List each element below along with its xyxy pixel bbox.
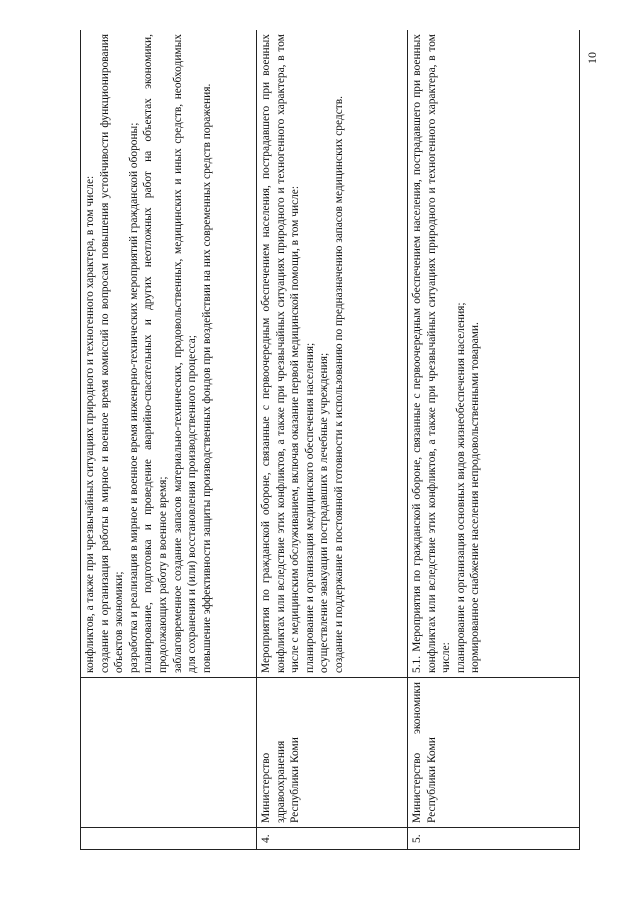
measure-line: заблаговременное создание запасов материально-технических, продовольственных, медицинских и иных средств, необходимых для сохранения и (или) восстановления производственного процесса; bbox=[171, 34, 199, 673]
table-row-economy-ministry bbox=[408, 30, 580, 850]
measures-table bbox=[80, 30, 580, 850]
measure-line: нормированное снабжение населения непродовольственными товарами. bbox=[469, 322, 482, 673]
measure-line: планирование и организация медицинского обеспечения населения; bbox=[303, 342, 316, 673]
measure-line: 5.1. Мероприятия по гражданской обороне, связанные с первоочередным обеспечением населения, пострадавшего при военных конфликтах или вследствие этих конфликтов, а также при чрезвычайных ситуациях природного и техногенного характера, в том числе: bbox=[411, 34, 453, 673]
measure-line: осуществление эвакуации пострадавших в лечебные учреждения; bbox=[318, 352, 331, 673]
measure-line: конфликтов, а также при чрезвычайных ситуациях природного и техногенного характера, в том числе: bbox=[84, 175, 96, 673]
row-number-cell: 4. bbox=[257, 828, 408, 850]
measure-line: повышение эффективности защиты производственных фондов при воздействии на них современных средств поражения. bbox=[200, 83, 213, 673]
ministry-cell: Министерство здравоохранения Республики Коми bbox=[257, 678, 408, 828]
measure-line: Мероприятия по гражданской обороне, связанные с первоочередным обеспечением населения, пострадавшего при военных конфликтах или вследствие этих конфликтов, а также при чрезвычайных ситуациях природного и техногенного характера, в том числе с медицинским обслуживанием, включая оказание первой медицинской помощи, в том числе: bbox=[260, 34, 302, 673]
ministry-cell: Министерство экономики Республики Коми bbox=[408, 678, 580, 828]
page-number: 10 bbox=[585, 52, 599, 64]
row-number-cell: 5. bbox=[408, 828, 580, 850]
table-row-continuation bbox=[81, 30, 257, 850]
measure-line: создание и поддержание в постоянной готовности к использованию по предназначению запасов медицинских средств. bbox=[332, 96, 345, 673]
ministry-cell bbox=[81, 678, 257, 828]
measure-line: планирование, подготовка и проведение аварийно-спасательных и других неотложных работ на объектах экономики, продолжающих работу в военное время; bbox=[142, 34, 169, 673]
measure-line: разработка и реализация в мирное и военное время инженерно-технических мероприятий гражданской обороны; bbox=[127, 122, 140, 673]
row-number-cell bbox=[81, 828, 257, 850]
table-row-health-ministry bbox=[257, 30, 408, 850]
measure-line: планирование и организация основных видов жизнеобеспечения населения; bbox=[454, 302, 467, 673]
rotated-table-wrapper bbox=[80, 30, 580, 850]
measures-cell bbox=[408, 30, 580, 678]
measure-line: создание и организация работы в мирное и военное время комиссий по вопросам повышения устойчивости функционирования объектов экономики; bbox=[98, 34, 126, 673]
measures-cell bbox=[81, 30, 257, 678]
measures-cell bbox=[257, 30, 408, 678]
